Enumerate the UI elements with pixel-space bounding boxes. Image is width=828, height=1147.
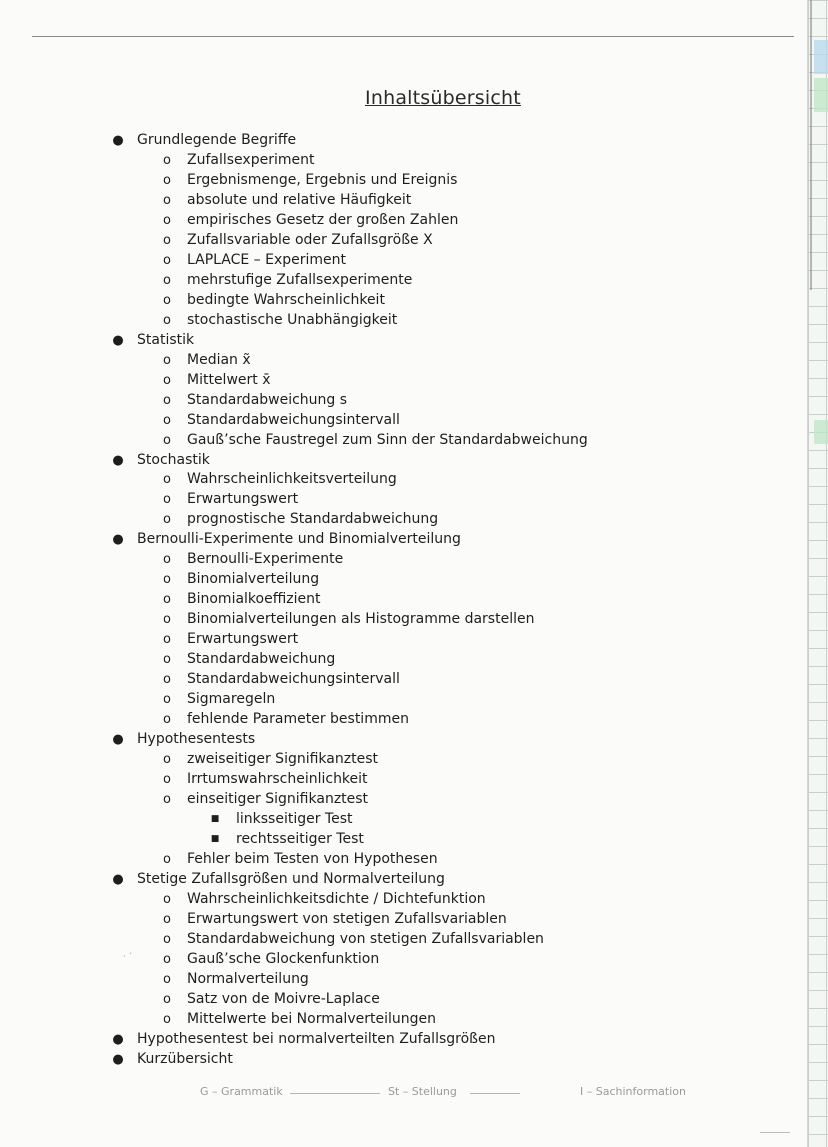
bullet-circle-icon: o: [163, 492, 171, 508]
toc-item-label: prognostische Standardabweichung: [187, 511, 439, 528]
bullet-circle-icon: o: [163, 772, 171, 787]
bullet-circle-icon: o: [163, 252, 171, 268]
toc-item: [0, 850, 790, 870]
toc-section: [0, 1030, 790, 1050]
bullet-circle-icon: o: [163, 891, 171, 907]
bullet-circle-icon: o: [163, 292, 171, 308]
toc-item: [0, 570, 790, 590]
bullet-circle-icon: o: [163, 372, 171, 388]
toc-item-label: Irrtumswahrscheinlichkeit: [187, 771, 368, 787]
toc-section: [0, 331, 790, 351]
toc-item: [0, 490, 790, 510]
toc-item-label: Erwartungswert: [187, 491, 299, 508]
toc-item: [0, 470, 790, 490]
bullet-dot-icon: ●: [112, 1031, 124, 1047]
bullet-circle-icon: o: [163, 592, 171, 608]
toc-item: [0, 411, 790, 431]
toc-item-label: Standardabweichung: [187, 651, 336, 668]
toc-item-label: Standardabweichung s: [187, 391, 348, 408]
toc-item-label: einseitiger Signifikanztest: [187, 790, 369, 807]
toc-item: [0, 650, 790, 670]
bullet-square-icon: ■: [210, 813, 220, 824]
toc-item: [0, 351, 790, 371]
bullet-dot-icon: ●: [112, 532, 124, 548]
toc-item-label: Standardabweichung von stetigen Zufallsvariablen: [187, 930, 544, 947]
bullet-circle-icon: o: [163, 692, 171, 708]
toc-item-label: Erwartungswert: [187, 631, 299, 648]
toc-item-label: Satz von de Moivre-Laplace: [187, 990, 380, 1007]
bullet-circle-icon: o: [163, 971, 171, 987]
toc-item-label: rechtsseitiger Test: [236, 830, 364, 847]
bullet-circle-icon: o: [163, 472, 171, 488]
bullet-circle-icon: o: [163, 192, 171, 208]
toc-item: [0, 231, 790, 251]
bullet-circle-icon: o: [163, 432, 171, 448]
toc-item-label: Binomialverteilungen als Histogramme darstellen: [187, 611, 535, 628]
toc-item: [0, 271, 790, 291]
bullet-dot-icon: ●: [112, 452, 124, 468]
bullet-circle-icon: o: [163, 272, 171, 288]
toc-item: [0, 550, 790, 570]
toc-item-label: Sigmaregeln: [187, 691, 276, 708]
toc-item-label: stochastische Unabhängigkeit: [187, 311, 398, 328]
toc-item: [0, 151, 790, 171]
toc-item: [0, 910, 790, 930]
bullet-dot-icon: ●: [112, 1051, 124, 1067]
table-of-contents: [0, 131, 790, 1070]
toc-item: [0, 211, 790, 231]
bullet-circle-icon: o: [163, 791, 171, 807]
bullet-circle-icon: o: [163, 652, 171, 668]
bullet-circle-icon: o: [163, 232, 171, 248]
toc-item: [0, 630, 790, 650]
toc-item-label: Normalverteilung: [187, 970, 309, 987]
toc-item: [0, 950, 790, 970]
stray-mark: ‧ ˊ: [123, 952, 133, 961]
toc-item-label: Bernoulli-Experimente: [187, 551, 344, 568]
toc-item-label: Median x̃: [187, 351, 251, 368]
bullet-circle-icon: o: [163, 712, 171, 728]
toc-item-label: Standardabweichungsintervall: [187, 411, 400, 428]
toc-section: [0, 730, 790, 750]
bottom-rule: [760, 1132, 790, 1133]
footer: [0, 1085, 828, 1101]
bullet-circle-icon: o: [163, 172, 171, 188]
bullet-circle-icon: o: [163, 672, 171, 688]
toc-item-label: mehrstufige Zufallsexperimente: [187, 271, 413, 288]
toc-section: [0, 451, 790, 471]
toc-section: [0, 131, 790, 151]
footer-left: G – Grammatik: [200, 1085, 283, 1098]
toc-item-label: Zufallsexperiment: [187, 151, 315, 168]
bullet-circle-icon: o: [163, 412, 171, 428]
bullet-circle-icon: o: [163, 612, 171, 628]
bullet-circle-icon: o: [163, 931, 171, 947]
toc-section: [0, 870, 790, 890]
toc-item: [0, 311, 790, 331]
toc-item: [0, 191, 790, 211]
bullet-circle-icon: o: [163, 752, 171, 768]
toc-item-label: bedingte Wahrscheinlichkeit: [187, 291, 385, 308]
bullet-dot-icon: ●: [112, 133, 124, 148]
bullet-circle-icon: o: [163, 552, 171, 568]
toc-item: [0, 790, 790, 810]
toc-item: [0, 990, 790, 1010]
toc-item-label: Stetige Zufallsgrößen und Normalverteilung: [137, 870, 445, 887]
footer-middle: St – Stellung: [388, 1085, 457, 1098]
toc-item: [0, 710, 790, 730]
bullet-dot-icon: ●: [112, 332, 124, 348]
toc-item-label: absolute und relative Häufigkeit: [187, 191, 412, 208]
toc-item-label: Kurzübersicht: [137, 1050, 233, 1067]
footer-rule: [290, 1093, 380, 1094]
toc-item: [0, 890, 790, 910]
toc-item-label: Mittelwert x̄: [187, 371, 271, 388]
toc-item-label: Ergebnismenge, Ergebnis und Ereignis: [187, 171, 458, 188]
toc-item-label: Zufallsvariable oder Zufallsgröße X: [187, 231, 433, 248]
toc-item-label: fehlende Parameter bestimmen: [187, 711, 409, 728]
color-tab-green: [814, 420, 828, 444]
bullet-circle-icon: o: [163, 572, 171, 588]
toc-item: [0, 171, 790, 191]
toc-item-label: Hypothesentests: [137, 731, 256, 748]
toc-item-label: Binomialkoeffizient: [187, 591, 321, 608]
bullet-circle-icon: o: [163, 392, 171, 408]
toc-item-label: linksseitiger Test: [236, 810, 353, 827]
toc-item-label: Gauß’sche Glockenfunktion: [187, 950, 380, 967]
toc-item-label: Grundlegende Begriffe: [137, 132, 297, 148]
binder-shadow: [810, 0, 812, 290]
toc-item: [0, 291, 790, 311]
toc-item-label: Wahrscheinlichkeitsverteilung: [187, 471, 397, 488]
bullet-circle-icon: o: [163, 911, 171, 927]
toc-item-label: zweiseitiger Signifikanztest: [187, 751, 378, 768]
toc-item: [0, 770, 790, 790]
bullet-circle-icon: o: [163, 212, 171, 228]
toc-section: [0, 530, 790, 550]
toc-item-label: Gauß’sche Faustregel zum Sinn der Standardabweichung: [187, 431, 588, 448]
toc-item-label: Binomialverteilung: [187, 571, 320, 588]
toc-item: [0, 431, 790, 451]
footer-right: I – Sachinformation: [580, 1085, 686, 1098]
toc-item: [0, 930, 790, 950]
bullet-circle-icon: o: [163, 991, 171, 1007]
toc-item: [0, 510, 790, 530]
color-tab-blue: [814, 40, 828, 74]
toc-item: [0, 371, 790, 391]
toc-item-label: Statistik: [137, 331, 195, 348]
footer-rule: [470, 1093, 520, 1094]
toc-item-label: Mittelwerte bei Normalverteilungen: [187, 1010, 436, 1027]
toc-item: [0, 750, 790, 770]
toc-item-label: Fehler beim Testen von Hypothesen: [187, 850, 438, 867]
top-rule: [32, 36, 794, 37]
page-title: Inhaltsübersicht: [365, 87, 521, 109]
bullet-circle-icon: o: [163, 951, 171, 967]
toc-item-label: Hypothesentest bei normalverteilten Zufallsgrößen: [137, 1030, 496, 1047]
bullet-circle-icon: o: [163, 352, 171, 368]
bullet-dot-icon: ●: [112, 732, 124, 748]
toc-item-label: Standardabweichungsintervall: [187, 671, 400, 688]
toc-item: [0, 1010, 790, 1030]
toc-item: [0, 670, 790, 690]
toc-subitem: [0, 830, 790, 850]
bullet-square-icon: ■: [210, 833, 220, 844]
toc-item-label: LAPLACE – Experiment: [187, 251, 347, 268]
toc-item: [0, 690, 790, 710]
toc-subitem: [0, 810, 790, 830]
toc-item: [0, 391, 790, 411]
toc-item: [0, 610, 790, 630]
toc-item-label: Stochastik: [137, 451, 210, 468]
toc-item: [0, 590, 790, 610]
toc-item-label: Wahrscheinlichkeitsdichte / Dichtefunktion: [187, 890, 486, 907]
bullet-circle-icon: o: [163, 312, 171, 328]
bullet-circle-icon: o: [163, 851, 171, 867]
toc-item: [0, 251, 790, 271]
bullet-circle-icon: o: [163, 1011, 171, 1027]
bullet-circle-icon: o: [163, 632, 171, 648]
toc-item-label: Erwartungswert von stetigen Zufallsvariablen: [187, 910, 507, 927]
toc-item-label: Bernoulli-Experimente und Binomialverteilung: [137, 531, 461, 548]
toc-item-label: empirisches Gesetz der großen Zahlen: [187, 211, 459, 228]
bullet-circle-icon: o: [163, 152, 171, 168]
toc-item: [0, 970, 790, 990]
bullet-dot-icon: ●: [112, 871, 124, 887]
toc-section: [0, 1050, 790, 1070]
bullet-circle-icon: o: [163, 512, 171, 528]
